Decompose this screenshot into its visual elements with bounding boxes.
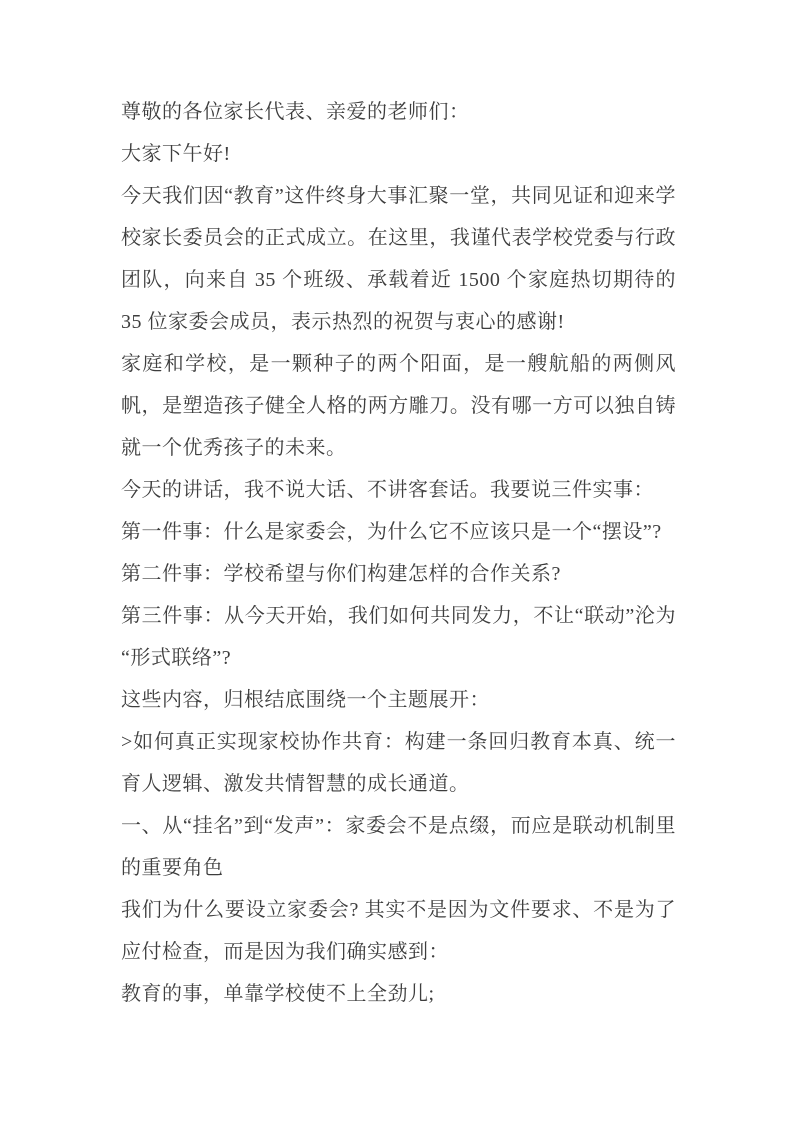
paragraph-matter-2: 第二件事：学校希望与你们构建怎样的合作关系?	[121, 563, 561, 585]
paragraph-opening: 今天我们因“教育”这件终身大事汇聚一堂，共同见证和迎来学校家长委员会的正式成立。在这里，我谨代表学校党委与行政团队，向来自 35 个班级、承载着近 1500 个家庭热切期待的 35 位家委会成员，表示热烈的祝贺与衷心的感谢!	[121, 185, 676, 333]
paragraph-theme-intro: 这些内容，归根结底围绕一个主题展开：	[121, 689, 490, 711]
paragraph-salutation: 尊敬的各位家长代表、亲爱的老师们：	[121, 101, 470, 123]
paragraph-matter-1: 第一件事：什么是家委会，为什么它不应该只是一个“摆设”?	[121, 521, 662, 543]
paragraph-matter-3: 第三件事：从今天开始，我们如何共同发力，不让“联动”沦为“形式联络”?	[121, 605, 676, 669]
paragraph-theme-quote: >如何真正实现家校协作共育：构建一条回归教育本真、统一育人逻辑、激发共情智慧的成长通道。	[121, 731, 676, 795]
paragraph-three-matters-intro: 今天的讲话，我不说大话、不讲客套话。我要说三件实事：	[121, 479, 654, 501]
paragraph-greeting: 大家下午好!	[121, 143, 231, 165]
paragraph-why-committee: 我们为什么要设立家委会? 其实不是因为文件要求、不是为了应付检查，而是因为我们确实感到：	[121, 899, 676, 963]
paragraph-education-alone: 教育的事，单靠学校使不上全劲儿;	[121, 983, 435, 1005]
paragraph-section-heading: 一、从“挂名”到“发声”：家委会不是点缀，而应是联动机制里的重要角色	[121, 815, 676, 879]
paragraph-metaphor: 家庭和学校，是一颗种子的两个阳面，是一艘航船的两侧风帆，是塑造孩子健全人格的两方雕刀。没有哪一方可以独自铸就一个优秀孩子的未来。	[121, 353, 676, 459]
